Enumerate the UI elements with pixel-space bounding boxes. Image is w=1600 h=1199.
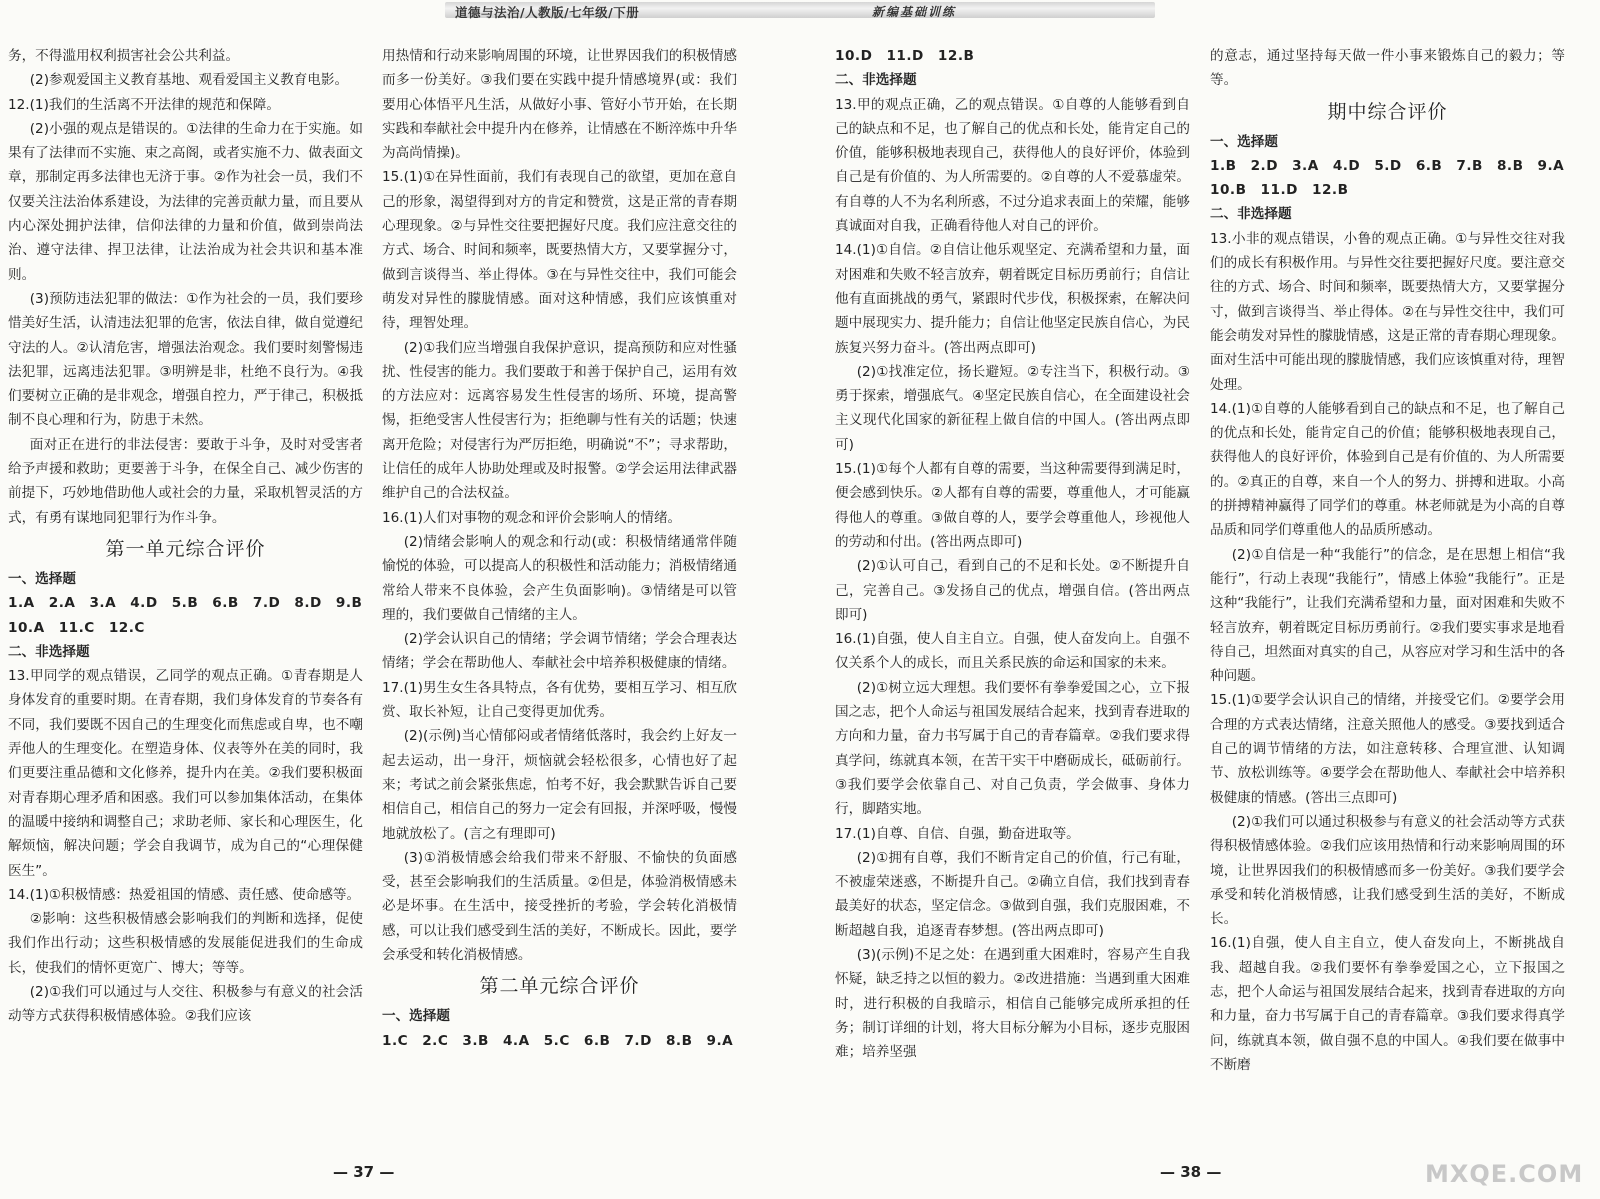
answer-key-line: 10.D 11.D 12.B	[835, 48, 975, 64]
paragraph: (2)①我们应当增强自我保护意识，提高预防和应对性骚扰、性侵害的能力。我们要敢于和善于保护自己，运用有效的方法应对：远离容易发生性侵害的场所、环境，提高警惕，拒绝受害人性侵害行为；拒绝聊与性有关的话题；快速离开危险；对侵害行为严厉拒绝，明确说“不”；寻求帮助，让信任的成年人协助处理或及时报警。②学会运用法律武器维护自己的合法权益。	[382, 339, 737, 502]
page-number-left: — 37 —	[333, 1163, 395, 1181]
paragraph: 13.甲同学的观点错误，乙同学的观点正确。①青春期是人身体发育的重要时期。在青春期，我们身体发育的节奏各有不同，我们要既不因自己的生理变化而焦虑或自卑，也不嘲弄他人的生理变化。在塑造身体、仪表等外在美的同时，我们更要注重品德和文化修养，提升内在美。②我们要积极面对青春期心理矛盾和困惑。我们可以参加集体活动，在集体的温暖中接纳和调整自己；求助老师、家长和心理医生，化解烦恼，解决问题；学会自我调节，成为自己的“心理保健医生”。	[8, 668, 363, 879]
paragraph: 用热情和行动来影响周围的环境，让世界因我们的积极情感而多一份美好。③我们要在实践中提升情感境界(或：我们要用心体悟平凡生活，从做好小事、管好小节开始，在长期实践和奉献社会中提升内在修养，让情感在不断淬炼中升华为高尚情操)。	[382, 48, 737, 162]
page-header	[0, 0, 1600, 22]
paragraph: 16.(1)自强，使人自主自立。自强，使人奋发向上。自强不仅关系个人的成长，而且关系民族的命运和国家的未来。	[835, 631, 1190, 672]
subsection-heading: 二、非选择题	[1210, 206, 1292, 223]
column-3	[835, 44, 1190, 1064]
paragraph: (2)参观爱国主义教育基地、观看爱国主义教育电影。	[29, 72, 349, 89]
paragraph: (2)情绪会影响人的观念和行动(或：积极情绪通常伴随愉悦的体验，可以提高人的积极性和活动能力；消极情绪通常给人带来不良体验，会产生负面影响)。③情绪是可以管理的，我们要做自己情绪的主人。	[382, 533, 737, 623]
answer-key-line: 10.A 11.C 12.C	[8, 619, 145, 636]
column-1	[8, 44, 363, 1029]
paragraph: 15.(1)①每个人都有自尊的需要，当这种需要得到满足时，便会感到快乐。②人都有自尊的需要，尊重他人，才可能赢得他人的尊重。③做自尊的人，要学会尊重他人，珍视他人的劳动和付出。(答出两点即可)	[835, 461, 1190, 550]
paragraph: (3)预防违法犯罪的做法：①作为社会的一员，我们要珍惜美好生活，认清违法犯罪的危害，依法自律，做自觉遵纪守法的人。②认清危害，增强法治观念。我们要时刻警惕违法犯罪，远离违法犯罪。③明辨是非，杜绝不良行为。④我们要树立正确的是非观念，增强自控力，严于律己，积极抵制不良心理和行为，防患于未然。	[8, 290, 363, 429]
paragraph: 15.(1)①要学会认识自己的情绪，并接受它们。②要学会用合理的方式表达情绪，注意关照他人的感受。③要找到适合自己的调节情绪的方法，如注意转移、合理宣泄、认知调节、放松训练等。④要学会在帮助他人、奉献社会中培养积极健康的情感。(答出三点即可)	[1210, 692, 1565, 806]
section-heading: 期中综合评价	[1327, 100, 1448, 123]
section-heading: 第一单元综合评价	[105, 537, 266, 560]
subsection-heading: 二、非选择题	[835, 72, 917, 89]
answer-key-line: 1.A 2.A 3.A 4.D 5.B 6.B 7.D 8.D 9.B	[8, 595, 363, 612]
subsection-heading: 一、选择题	[1210, 133, 1278, 150]
subsection-heading: 一、选择题	[382, 1008, 450, 1025]
paragraph: (3)①消极情感会给我们带来不舒服、不愉快的负面感受，甚至会影响我们的生活质量。②但是，体验消极情感未必是坏事。在生活中，接受挫折的考验，学会转化消极情感，可以让我们感受到生活的美好，不断成长。因此，要学会承受和转化消极情感。	[382, 849, 737, 963]
paragraph: (2)①找准定位，扬长避短。②专注当下，积极行动。③勇于探索，增强底气。④坚定民族自信心，在全面建设社会主义现代化国家的新征程上做自信的中国人。(答出两点即可)	[835, 363, 1190, 453]
paragraph: 17.(1)自尊、自信、自强，勤奋进取等。	[835, 825, 1080, 842]
series-title: 新编基础训练	[872, 5, 957, 19]
paragraph: 15.(1)①在异性面前，我们有表现自己的欲望，更加在意自己的形象，渴望得到对方的肯定和赞赏，这是正常的青春期心理现象。②与异性交往要把握好尺度。我们应注意交往的方式、场合、时间和频率，既要热情大方，又要掌握分寸，做到言谈得当、举止得体。③在与异性交往中，我们可能会萌发对异性的朦胧情感。面对这种情感，我们应该慎重对待，理智处理。	[382, 169, 737, 332]
paragraph: (2)学会认识自己的情绪；学会调节情绪；学会合理表达情绪；学会在帮助他人、奉献社会中培养积极健康的情绪。	[382, 631, 737, 672]
watermark: MXQE.COM	[1425, 1160, 1584, 1188]
paragraph: (2)①认可自己，看到自己的不足和长处。②不断提升自己，完善自己。③发扬自己的优点，增强自信。(答出两点即可)	[835, 558, 1190, 623]
answer-key-line: 1.B 2.D 3.A 4.D 5.D 6.B 7.B 8.B 9.A	[1210, 157, 1565, 174]
paragraph: (2)①我们可以通过积极参与有意义的社会活动等方式获得积极情感体验。②我们应该用热情和行动来影响周围的环境，让世界因我们的积极情感而多一份美好。③我们要学会承受和转化消极情感，让我们感受到生活的美好，不断成长。	[1210, 813, 1565, 928]
paragraph: (2)①拥有自尊，我们不断肯定自己的价值，行己有耻，不被虚荣迷惑，不断提升自己。②确立自信，我们找到青春最美好的状态，坚定信念。③做到自强，我们克服困难，不断超越自我，追逐青春梦想。(答出两点即可)	[835, 849, 1190, 939]
paragraph: 17.(1)男生女生各具特点，各有优势，要相互学习、相互欣赏、取长补短，让自己变得更加优秀。	[382, 679, 737, 721]
answer-key-line: 10.B 11.D 12.B	[1210, 182, 1349, 199]
paragraph: 16.(1)自强，使人自主自立，使人奋发向上，不断挑战自我、超越自我。②我们要怀有拳拳爱国之心，立下报国之志，把个人命运与祖国发展结合起来，找到青春进取的方向和力量，奋力书写属于自己的青春篇章。③我们要求得真学问，练就真本领，做自强不息的中国人。④我们要在做事中不断磨	[1210, 935, 1565, 1073]
paragraph: (2)(示例)当心情郁闷或者情绪低落时，我会约上好友一起去运动，出一身汗，烦恼就会轻松很多，心情也好了起来；考试之前会紧张焦虑，怕考不好，我会默默告诉自己要相信自己，相信自己的努力一定会有回报，并深呼吸，慢慢地就放松了。(言之有理即可)	[382, 728, 737, 842]
paragraph: ②影响：这些积极情感会影响我们的判断和选择，促使我们作出行动；这些积极情感的发展能促进我们的生命成长，使我们的情怀更宽广、博大；等等。	[8, 911, 363, 976]
book-title: 道德与法治/人教版/七年级/下册	[455, 5, 640, 20]
paragraph: 面对正在进行的非法侵害：要敢于斗争，及时对受害者给予声援和救助；更要善于斗争，在保全自己、减少伤害的前提下，巧妙地借助他人或社会的力量，采取机智灵活的方式，有勇有谋地同犯罪行为作斗争。	[8, 436, 363, 526]
paragraph: 的意志，通过坚持每天做一件小事来锻炼自己的毅力；等等。	[1210, 48, 1565, 89]
paragraph: 12.(1)我们的生活离不开法律的规范和保障。	[8, 96, 280, 113]
answer-key-line: 1.C 2.C 3.B 4.A 5.C 6.B 7.D 8.B 9.A	[382, 1032, 734, 1049]
page-number-right: — 38 —	[1160, 1163, 1222, 1181]
paragraph: (2)①树立远大理想。我们要怀有拳拳爱国之心，立下报国之志，把个人命运与祖国发展结合起来，找到青春进取的方向和力量，奋力书写属于自己的青春篇章。②我们要求得真学问，练就真本领，在苦干实干中磨砺成长，砥砺前行。③我们要学会依靠自己、对自己负责，学会做事、身体力行，脚踏实地。	[835, 679, 1190, 818]
paragraph: 16.(1)人们对事物的观念和评价会影响人的情绪。	[382, 509, 682, 526]
paragraph: (2)小强的观点是错误的。①法律的生命力在于实施。如果有了法律而不实施、束之高阁，或者实施不力、做表面文章，那制定再多法律也无济于事。②作为社会一员，我们不仅要关注法治体系建设，为法律的完善贡献力量，而且要从内心深处拥护法律，信仰法律的力量和价值，做到崇尚法治、遵守法律、捍卫法律，让法治成为社会共识和基本准则。	[8, 120, 363, 283]
subsection-heading: 一、选择题	[8, 570, 76, 587]
paragraph: 14.(1)①自尊的人能够看到自己的缺点和不足，也了解自己的优点和长处，能肯定自己的价值；能够积极地表现自己，获得他人的良好评价，体验到自己是有价值的、为人所需要的。②真正的自尊，来自一个人的努力、拼搏和进取。小高的拼搏精神赢得了同学们的尊重。林老师就是为小高的自尊品质和同学们尊重他人的品质所感动。	[1210, 400, 1565, 539]
paragraph: 14.(1)①积极情感：热爱祖国的情感、责任感、使命感等。	[8, 886, 361, 903]
paragraph: 13.小非的观点错误，小鲁的观点正确。①与异性交往对我们的成长有积极作用。与异性交往要把握好尺度。要注意交往的方式、场合、时间和频率，既要热情大方，又要掌握分寸，做到言谈得当、举止得体。②在与异性交往中，我们可能会萌发对异性的朦胧情感，这是正常的青春期心理现象。面对生活中可能出现的朦胧情感，我们应该慎重对待，理智处理。	[1210, 230, 1565, 393]
paragraph: 13.甲的观点正确，乙的观点错误。①自尊的人能够看到自己的缺点和不足，也了解自己的优点和长处，能肯定自己的价值，能够积极地表现自己，获得他人的良好评价，体验到自己是有价值的、为人所需要的。②自尊的人不爱慕虚荣。有自尊的人不为名利所惑，不过分追求表面上的荣耀，能够真诚面对自我，正确看待他人对自己的评价。	[835, 96, 1190, 235]
section-heading: 第二单元综合评价	[479, 975, 640, 998]
column-4	[1210, 44, 1565, 1077]
paragraph: (2)①我们可以通过与人交往、积极参与有意义的社会活动等方式获得积极情感体验。②我们应该	[8, 983, 363, 1025]
paragraph: (3)(示例)不足之处：在遇到重大困难时，容易产生自我怀疑，缺乏持之以恒的毅力。②改进措施：当遇到重大困难时，进行积极的自我暗示，相信自己能够完成所承担的任务；制订详细的计划，将大目标分解为小目标，逐步克服困难；培养坚强	[835, 946, 1190, 1061]
column-2	[382, 44, 737, 1053]
paragraph: 14.(1)①自信。②自信让他乐观坚定、充满希望和力量，面对困难和失败不轻言放弃，朝着既定目标历勇前行；自信让他有直面挑战的勇气，紧跟时代步伐，积极探索，在解决问题中展现实力、提升能力；自信让他坚定民族自信心，为民族复兴努力奋斗。(答出两点即可)	[835, 242, 1190, 356]
paragraph: 务，不得滥用权利损害社会公共利益。	[8, 48, 240, 64]
subsection-heading: 二、非选择题	[8, 643, 90, 660]
paragraph: (2)①自信是一种“我能行”的信念，是在思想上相信“我能行”，行动上表现“我能行”，情感上体验“我能行”。正是这种“我能行”，让我们充满希望和力量，面对困难和失败不轻言放弃，朝着既定目标历勇前行。②我们要实事求是地看待自己，坦然面对真实的自己，从容应对学习和生活中的各种问题。	[1210, 546, 1565, 685]
